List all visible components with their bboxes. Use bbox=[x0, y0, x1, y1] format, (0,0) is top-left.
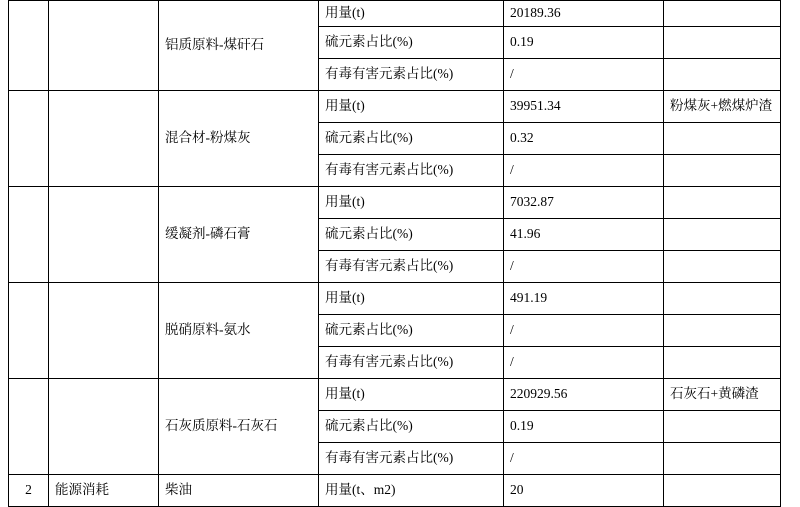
cell-metric-value: 0.19 bbox=[504, 411, 664, 443]
cell-metric-value: / bbox=[504, 443, 664, 475]
cell-index bbox=[9, 379, 49, 475]
cell-index bbox=[9, 187, 49, 283]
cell-note: 石灰石+黄磷渣 bbox=[664, 379, 781, 411]
cell-category bbox=[49, 283, 159, 379]
table-body bbox=[9, 1, 781, 507]
cell-metric-label: 用量(t) bbox=[319, 1, 504, 27]
cell-metric-label: 用量(t) bbox=[319, 91, 504, 123]
cell-note: 粉煤灰+燃煤炉渣 bbox=[664, 91, 781, 123]
cell-metric-value: / bbox=[504, 251, 664, 283]
cell-category bbox=[49, 91, 159, 187]
cell-metric-label: 有毒有害元素占比(%) bbox=[319, 347, 504, 379]
cell-note bbox=[664, 347, 781, 379]
cell-metric-value: 491.19 bbox=[504, 283, 664, 315]
cell-note bbox=[664, 27, 781, 59]
cell-metric-label: 有毒有害元素占比(%) bbox=[319, 155, 504, 187]
cell-material: 石灰质原料-石灰石 bbox=[159, 379, 319, 475]
cell-material: 铝质原料-煤矸石 bbox=[159, 1, 319, 91]
cell-note bbox=[664, 315, 781, 347]
cell-note bbox=[664, 251, 781, 283]
cell-metric-value: 41.96 bbox=[504, 219, 664, 251]
table-row bbox=[9, 91, 781, 123]
cell-metric-value: 39951.34 bbox=[504, 91, 664, 123]
cell-metric-value: 7032.87 bbox=[504, 187, 664, 219]
cell-material: 缓凝剂-磷石膏 bbox=[159, 187, 319, 283]
cell-metric-value: / bbox=[504, 155, 664, 187]
cell-note bbox=[664, 283, 781, 315]
cell-metric-label: 用量(t) bbox=[319, 283, 504, 315]
cell-metric-label: 硫元素占比(%) bbox=[319, 219, 504, 251]
cell-note bbox=[664, 1, 781, 27]
cell-metric-value: / bbox=[504, 315, 664, 347]
cell-note bbox=[664, 411, 781, 443]
cell-metric-value: 220929.56 bbox=[504, 379, 664, 411]
cell-note bbox=[664, 59, 781, 91]
cell-note bbox=[664, 123, 781, 155]
table-row bbox=[9, 379, 781, 411]
cell-category: 能源消耗 bbox=[49, 475, 159, 507]
cell-index bbox=[9, 91, 49, 187]
table-row bbox=[9, 187, 781, 219]
cell-metric-value: 0.32 bbox=[504, 123, 664, 155]
cell-category bbox=[49, 379, 159, 475]
cell-category bbox=[49, 187, 159, 283]
cell-metric-label: 有毒有害元素占比(%) bbox=[319, 251, 504, 283]
cell-metric-label: 硫元素占比(%) bbox=[319, 315, 504, 347]
cell-metric-label: 用量(t) bbox=[319, 187, 504, 219]
cell-index bbox=[9, 1, 49, 91]
cell-material: 柴油 bbox=[159, 475, 319, 507]
cell-metric-value: / bbox=[504, 59, 664, 91]
table-row bbox=[9, 283, 781, 315]
cell-note bbox=[664, 155, 781, 187]
cell-material: 混合材-粉煤灰 bbox=[159, 91, 319, 187]
cell-metric-label: 用量(t、m2) bbox=[319, 475, 504, 507]
cell-category bbox=[49, 1, 159, 91]
cell-metric-value: 0.19 bbox=[504, 27, 664, 59]
cell-metric-label: 用量(t) bbox=[319, 379, 504, 411]
cell-material: 脱硝原料-氨水 bbox=[159, 283, 319, 379]
cell-index: 2 bbox=[9, 475, 49, 507]
cell-metric-value: 20 bbox=[504, 475, 664, 507]
cell-index bbox=[9, 283, 49, 379]
cell-note bbox=[664, 187, 781, 219]
cell-metric-value: 20189.36 bbox=[504, 1, 664, 27]
material-consumption-table bbox=[8, 0, 781, 507]
cell-note bbox=[664, 475, 781, 507]
cell-note bbox=[664, 219, 781, 251]
table-row bbox=[9, 475, 781, 507]
cell-note bbox=[664, 443, 781, 475]
cell-metric-label: 有毒有害元素占比(%) bbox=[319, 59, 504, 91]
cell-metric-value: / bbox=[504, 347, 664, 379]
cell-metric-label: 硫元素占比(%) bbox=[319, 411, 504, 443]
cell-metric-label: 硫元素占比(%) bbox=[319, 123, 504, 155]
cell-metric-label: 硫元素占比(%) bbox=[319, 27, 504, 59]
table-row bbox=[9, 1, 781, 27]
cell-metric-label: 有毒有害元素占比(%) bbox=[319, 443, 504, 475]
